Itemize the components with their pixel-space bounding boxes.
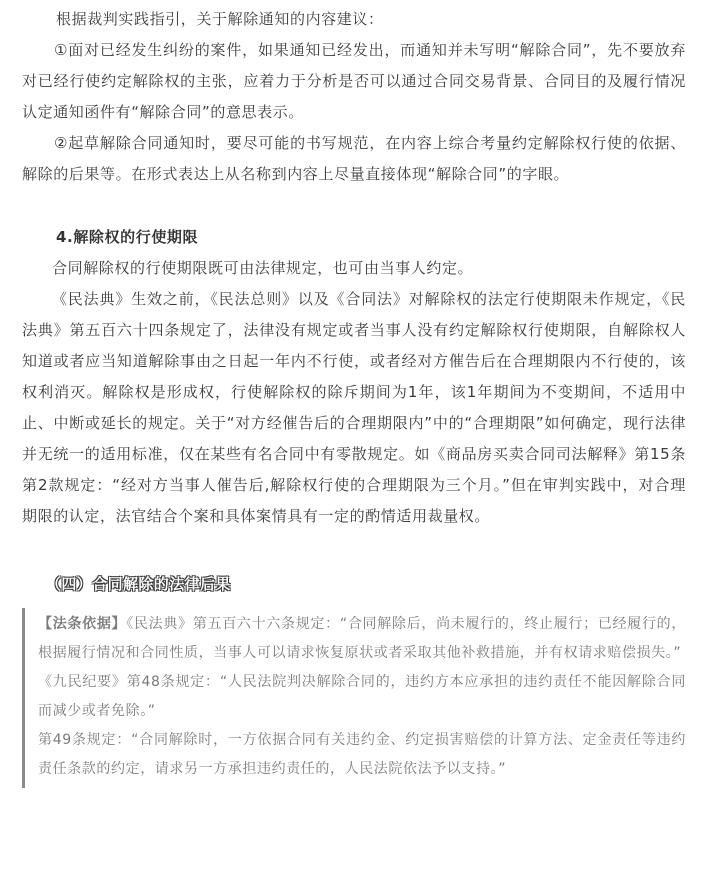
intro-item-2: ②起草解除合同通知时，要尽可能的书写规范，在内容上综合考量约定解除权行使的依据、解除的后果等。在形式表达上从名称到内容上尽量直接体现“解除合同”的字眼。 xyxy=(22,134,686,183)
section-four-title: （四）合同解除的法律后果 xyxy=(46,575,231,593)
legal-basis-line-2: 《九民纪要》第48条规定：“人民法院判决解除合同的，违约方本应承担的违约责任不能因解除合同而减少或者免除。” xyxy=(38,674,686,719)
intro-item-1: ①面对已经发生纠纷的案件，如果通知已经发出，而通知并未写明“解除合同”，先不要放弃对已经行使约定解除权的主张，应着力于分析是否可以通过合同交易背景、合同目的及履行情况认定通知函件有“解除合同”的意思表示。 xyxy=(22,41,686,121)
legal-basis-line-1-text: 《民法典》第五百六十六条规定：“合同解除后，尚未履行的，终止履行；已经履行的，根据履行情况和合同性质，当事人可以请求恢复原状或者采取其他补救措施，并有权请求赔偿损失。” xyxy=(38,616,686,661)
intro-heading: 根据裁判实践指引，关于解除通知的内容建议： xyxy=(56,10,384,28)
section-4-para-2: 《民法典》生效之前，《民法总则》以及《合同法》对解除权的法定行使期限未作规定，《民法典》第五百六十四条规定了，法律没有规定或者当事人没有约定解除权行使期限，自解除权人知道或者应当知道解除事由之日起一年内不行使，或者经对方催告后在合理期限内不行使的，该权利消灭。解除权是形成权，行使解除权的除斥期间为1年，该1年期间为不变期间，不适用中止、中断或延长的规定。关于“对方经催告后的合理期限内”中的“合理期限”如何确定，现行法律并无统一的适用标准，仅在某些有名合同中有零散规定。如《商品房买卖合同司法解释》第15条第2款规定：“经对方当事人催告后,解除权行使的合理期限为三个月。”但在审判实践中，对合理期限的认定，法官结合个案和具体案情具有一定的酌情适用裁量权。 xyxy=(22,290,686,525)
legal-basis-label: 【法条依据】 xyxy=(38,616,127,632)
spacer xyxy=(0,532,712,570)
section-4-title: 4.解除权的行使期限 xyxy=(56,228,199,246)
legal-basis-line-3: 第49条规定：“合同解除时，一方依据合同有关违约金、约定损害赔偿的计算方法、定金责任等违约责任条款的约定，请求另一方承担违约责任的，人民法院依法予以支持。” xyxy=(38,732,686,777)
legal-basis-line-1 xyxy=(38,610,686,668)
spacer xyxy=(0,190,712,222)
legal-basis-quote xyxy=(22,608,686,788)
section-4-para-1: 合同解除权的行使期限既可由法律规定，也可由当事人约定。 xyxy=(52,259,474,277)
